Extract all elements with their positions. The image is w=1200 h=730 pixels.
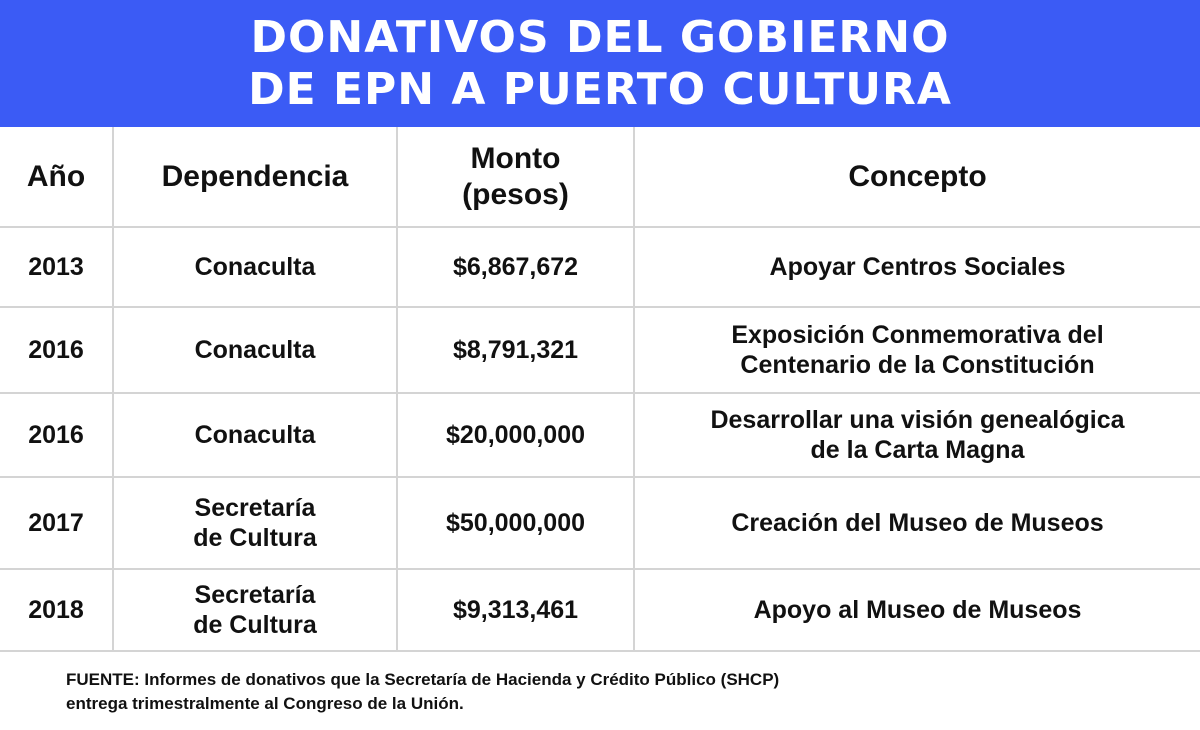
source-note [66, 668, 1146, 716]
title-banner [0, 0, 1200, 127]
cell-concept-line: Apoyar Centros Sociales [769, 253, 1066, 281]
cell-concept-line: Centenario de la Constitución [740, 351, 1095, 379]
table-row [0, 477, 1200, 569]
cell-agency-line: de Cultura [193, 611, 317, 639]
header-amount-line-2: (pesos) [462, 177, 569, 211]
header-year: Año [0, 127, 113, 227]
cell-agency [113, 227, 397, 307]
cell-agency [113, 307, 397, 393]
cell-agency-line: Secretaría [194, 581, 316, 609]
source-line-2: entrega trimestralmente al Congreso de la Unión. [66, 694, 464, 713]
table-row [0, 569, 1200, 651]
title-line-2: DE EPN A PUERTO CULTURA [248, 63, 952, 115]
table-row [0, 227, 1200, 307]
source-line-1: FUENTE: Informes de donativos que la Secretaría de Hacienda y Crédito Público (SHCP) [66, 670, 780, 689]
cell-year: 2016 [0, 393, 113, 477]
cell-concept [634, 393, 1200, 477]
cell-concept-line: Creación del Museo de Museos [731, 509, 1104, 537]
cell-concept-line: Desarrollar una visión genealógica [710, 406, 1125, 434]
cell-amount: $50,000,000 [397, 477, 634, 569]
cell-agency-line: Conaculta [194, 421, 316, 449]
cell-amount: $9,313,461 [397, 569, 634, 651]
cell-agency-line: Secretaría [194, 494, 316, 522]
cell-concept-line: Apoyo al Museo de Museos [753, 596, 1082, 624]
cell-agency-line: de Cultura [193, 524, 317, 552]
header-row [0, 127, 1200, 227]
cell-agency-line: Conaculta [194, 253, 316, 281]
table-row [0, 393, 1200, 477]
cell-year: 2013 [0, 227, 113, 307]
cell-year: 2017 [0, 477, 113, 569]
cell-concept [634, 477, 1200, 569]
cell-amount: $20,000,000 [397, 393, 634, 477]
title-line-1: DONATIVOS DEL GOBIERNO [250, 11, 950, 63]
cell-agency [113, 477, 397, 569]
cell-agency [113, 393, 397, 477]
cell-agency-line: Conaculta [194, 336, 316, 364]
header-agency: Dependencia [113, 127, 397, 227]
header-amount [397, 127, 634, 227]
header-concept: Concepto [634, 127, 1200, 227]
table-row [0, 307, 1200, 393]
header-amount-line-1: Monto [470, 141, 561, 175]
cell-amount: $6,867,672 [397, 227, 634, 307]
cell-amount: $8,791,321 [397, 307, 634, 393]
cell-concept [634, 307, 1200, 393]
cell-concept [634, 569, 1200, 651]
cell-concept-line: Exposición Conmemorativa del [731, 321, 1104, 349]
cell-year: 2018 [0, 569, 113, 651]
cell-agency [113, 569, 397, 651]
cell-concept-line: de la Carta Magna [810, 436, 1025, 464]
cell-year: 2016 [0, 307, 113, 393]
donations-table [0, 127, 1200, 652]
cell-concept [634, 227, 1200, 307]
